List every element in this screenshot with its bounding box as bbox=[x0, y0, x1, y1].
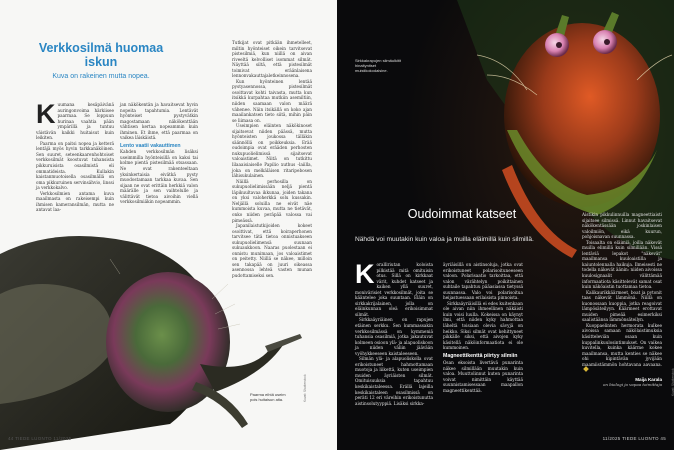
left-col1-p3: Verkkosilmien antama kuva maailmasta on rakeisempi kuin ihmisen kameransilmän, mutta ne antavat laa- bbox=[36, 190, 114, 213]
right-dropcap: K bbox=[355, 259, 375, 289]
right-col2-p2: Sirkkaäyriäisillä ei edes kuitenkaan ole aivan niin ihmeellinen näkäisti kuin voisi luulla. Kokeissa on käynyt ilmi, että niiden kyky hahmottaa läheltä toisiaan olevia sävyjä on heikko. Siksi silmät ovat kehittyneet pikkälle siksi, että aivojen kyky käsitellä näköinformaatiota ei ole kummoinen. bbox=[443, 300, 523, 351]
left-photo-caption: Paarma eihtä useim pois huitaisun alta. bbox=[250, 392, 286, 402]
left-page-deck: Kuva on rakeinen mutta nopea. bbox=[52, 73, 150, 80]
left-title-block bbox=[36, 41, 166, 80]
left-col1-p2: Paarma on paitsi nopea ja ketterä lentäjä myös hyvin tarkkanäköinen. Sen suuret, seteenkaarenhohtoiset verkkosilmät koostuvat tuhansista pikkuruisista osasilmistä eli ommatideista. Kullakin kaistanmuotoisella osasilmällä on oma pikkuruinen servinsähvio, linssi ja verkkokalvo. bbox=[36, 140, 114, 191]
right-col1-p1: oralliriutan koloista pilkistää mitä omituisin otus. Sillä on kirkkaat värit, kuhdet katseet ja kaiken yllä suuret, monivärisiet verkkosilmät, joita se kääntelee joka suuntaan. Eläin on sirkkakrijalainen, jolla on eläinkunnan oleä erikoisimmat silmät. bbox=[355, 262, 433, 317]
right-col1-p2: Sirkkaäyriäinen on rapujen etäinen serkku. Sen kummassakin verkkosilmässä on kymmeniä tuhansia osasilmiä, jotka jakautuvat kolmeen osioon ylä- ja alapuoliskoon ja niiden väliin jäävään vyöhykkeeseen kaistaleeseen. bbox=[355, 317, 433, 356]
right-col2-p1: äyriäisillä on aistinsoluja, jotka ovat erikoistuneet polarisoituneeseen valoon. Polarisaatio tarkoittaa, että valon värähtelyn poikittainen suhtaile tapahtuu pääasiassa tietyssä suunnassa. Valo voi polarisoitua heijastuessaan erilaisista pinnoista. bbox=[443, 262, 523, 301]
right-column-1 bbox=[355, 259, 433, 406]
left-col3-p3: Useimpien eläinten näkökinoset sijaitsevat niiden päässä, mutta hyönteisten joukossa tälläkin säännöllä on poikkeuksia. Erää oudoimpia ovat erääden perhosten nukupuolielimissä sijaitsevat valoaistimet. Niitä on tutkittu lilaaaisiaiselle Papilio xuthus -laiilla, joka on melkäläisen ritaripebosen lähisukulainen. bbox=[232, 123, 312, 179]
author-title: on biologi ja vapaa toimittaja bbox=[602, 382, 662, 388]
left-col2-p2: Kahden verkkosilmän lisäksi useimmilla hyönteisillä on kaksi tai kolme pientä pistesilmää otsassaan. Ne ovat rakenteeltaan yksinkertaisia eivätkä pysty muodostamaan tarkkaa kuvaa. Sen sijaan ne ovat erittäin herkkiä valon määrälle ja sen vaihtelulle ja välittävät tietoa aivoihin viellä verkkosilmiäkin nopeammin. bbox=[120, 149, 198, 205]
right-page-deck: Nähdä voi muutakin kuin valoa ja muilla eläimillä kuin silmillä. bbox=[355, 236, 534, 243]
author-name: Maija Karala bbox=[635, 376, 662, 382]
right-col3-p2: Toisaalta on eläimiä, joilla näkevät muilla elimillä kuin silmillään. Vissä lentäviä lepakot "näkevät" maailmansa kuuloaistilla ja kaiuntolennalla haikuja. Ilmeisesti ne todella näkevät äänin: niiden aivoissa kuulosignaalit välittämää informaatiota käsittelevät samat osat kuin näköaistin tuottamaa tietoa. bbox=[582, 239, 662, 290]
left-col2-p1: jan näkökentän ja havaitsevat hyvin nopeita tapahtumia. Lentävät hyönteiset pystyvätkin magostamaan näkökenttään vähtisen kertaa nopeammin kuin ihminen. Et ihme, että paarmaa on vaikea läiskäistä. bbox=[120, 102, 198, 141]
left-column-2 bbox=[120, 102, 198, 205]
right-column-3 bbox=[582, 212, 662, 388]
right-title-block bbox=[377, 207, 547, 221]
right-col1-p3: Silmän ylä- ja alapuoliskolla ovat erikoistuneet hahmottamaan muotoja ja liikettä, kuten useimpien muiden äyriäisten silmät. Omituisuuksia tapahtuu keskikaistaleessa. Erällä lajeilla keskikaistaleen osasilmissä on peräti 12 eri väreihin erikoistunutta aistinsolutyyppiä. Lisäksi sirkka- bbox=[355, 356, 433, 406]
right-col3-p4: Kuoppaelinten hermorata kulkee aivoissa samaan näkölaistimuksia käsitteleviän osaan kuin kuppalinkuulosintimukset. On vaikea kuvitella, kuinka käärme kokee maailmansa, mutta kenties se näkee ohi kipintävän jyvijään maamiistämmön hohtavana aavaana. bbox=[582, 322, 662, 367]
left-subhead: Lento vaatii vakauttimen bbox=[120, 142, 181, 149]
left-col3-p2: Kun hyönteinen lentää pystyasennossa, pistesilmät osoittavat kohti taivasta, mutta kun itsikkä kurpahtaa mutkiin asemiltiin, niiden saamaan valon määrä vähenee. Näin itsikällä on koko ajan maailankatsen tieto siitä, mihin päin se liimasa on. bbox=[232, 78, 312, 123]
left-col3-p1: Tutkijat ovat pitkään ihmetelleet, miltin hyönteiset oikein tarvitsevat pistesilmiä, kun niillä on aivan riveeltä kelvolliset isommat silmät. Näyttää siltä, että pistesilmät toimivat eräänlaisena lennonvakauttajaletkeinnosena. bbox=[232, 40, 312, 79]
right-col2-p3: Osan eksoista livertävä punarinta näkee silmillään muutakin kuin valoa. Muuttolinnut kuten punarinta voivat nimittäin käyttää suunnistamisessaan maapallon magneettikenttää. bbox=[443, 360, 523, 394]
left-footer: 44 TIEDE LUONTO 11/2025 bbox=[8, 436, 72, 441]
right-photo-caption: Sirkkakrapujen silmäulkitit hinaltynitset muistikokodaisine. bbox=[355, 58, 402, 73]
author-signature bbox=[582, 377, 662, 388]
end-mark-icon bbox=[583, 366, 589, 372]
left-dropcap: K bbox=[36, 99, 56, 129]
right-vertical-credit: Kuvat: Shutterstock bbox=[671, 368, 675, 396]
right-footer: 11/2025 TIEDE LUONTO 45 bbox=[602, 436, 666, 441]
right-subhead: Magneettikenttä piirtyy silmiin bbox=[443, 352, 518, 359]
left-column-1 bbox=[36, 99, 114, 213]
left-page bbox=[0, 0, 337, 450]
right-col3-p3: Kalikaurikkäärmeet, boat ja pytonit taas näkevät lämmönä. Niillä on kuonossaan kuoppia, jotka reagoivat lämpösäteilyyn. Käärmeet erottavat muiden pimeää esimerkiksi saalistäänsa lämmönsäteilyn. bbox=[582, 289, 662, 323]
right-column-2 bbox=[443, 262, 523, 394]
horsefly-photo bbox=[0, 214, 337, 450]
right-page bbox=[337, 0, 674, 450]
left-vertical-credit: Kuvat: Shutterstock bbox=[303, 374, 307, 402]
right-page-title: Oudoimmat katseet bbox=[407, 207, 517, 221]
left-col3-p5: Japanilaistutkijoiden kokeet osoittivat, että koiraperhonen tarvitsee tätä tietoa onnistuakseen sukupuolielimensä suunaan sukuaukkoon. Naaras puolestaan ei onnistu munimaan, jos valoaistimet on peitetty. Niillä se näkee, milloin sen takapää on juuri oikeassa asennossa lehteä vasten munan pudottamiseksi sen. bbox=[232, 223, 312, 278]
right-col3-p1: Aistikin pikkulinnuilla magneettiaisti sijaitsee silmissä. Linnut havaitsevat näkökentässään joskinlaisen valoilmiön, eikä kuurun, pohjoisnavan suunnassa. bbox=[582, 212, 662, 240]
left-page-title: Verkkosilmä huomaa iskun bbox=[38, 41, 164, 69]
left-col3-p4: Näillä perhosilla on sukupuolielimissään neljä pientä läpikuultavaa ikkunaa, joiden takana on yksi valoherkkä solu kussakin. Neljällä soluilla ne eivät näe kummoista kuvaa, mutta ne tietävät, onko niiden peräpää valossa vai pimeässä. bbox=[232, 178, 312, 223]
left-col1-p1: uumana kesäpäivänä auringonvoima härkiisee paarmaa. Se loppuun hurinaa vaahtia pään ympärillä ja tuntuu väistävän kaikki huitaisut kuin leikiten. bbox=[36, 102, 114, 141]
